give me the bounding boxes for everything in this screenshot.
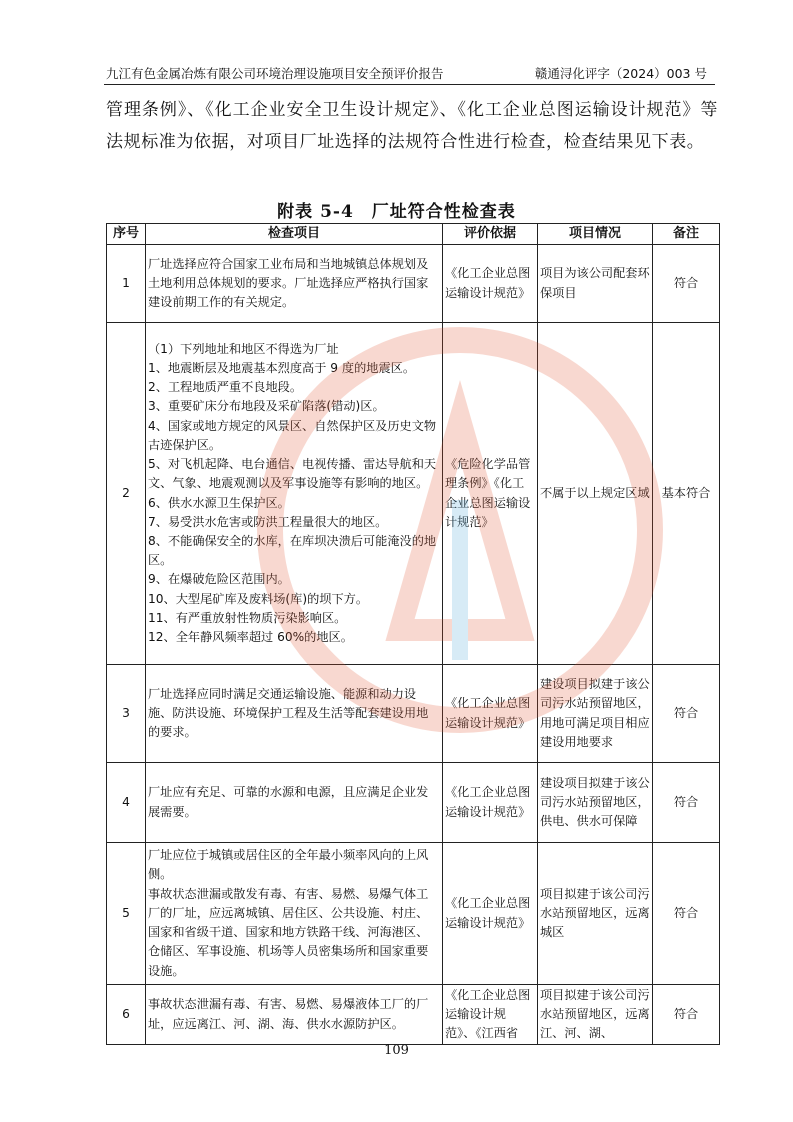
page-number: 109 xyxy=(384,1043,409,1058)
project-status-cell: 建设项目拟建于该公司污水站预留地区，供电、供水可保障 xyxy=(538,763,653,843)
column-header-no: 序号 xyxy=(107,224,146,245)
check-item-text: 10、大型尾矿库及废料场(库)的坝下方。 xyxy=(148,591,369,606)
body-paragraph: 管理条例》、《化工企业安全卫生设计规定》、《化工企业总图运输设计规范》等法规标准为依据，对项目厂址选择的法规符合性进行检查，检查结果见下表。 xyxy=(106,100,718,152)
check-item-text: 4、国家或地方规定的风景区、自然保护区及历史文物古迹保护区。 xyxy=(148,418,437,452)
check-item-text: （1）下列地址和地区不得选为厂址 xyxy=(148,341,339,356)
project-status-cell: 项目拟建于该公司污水站预留地区，远离江、河、湖、 xyxy=(538,985,653,1045)
remark-cell: 符合 xyxy=(653,843,720,985)
table-row xyxy=(107,245,720,323)
evaluation-basis-cell: 《化工企业总图运输设计规范》 xyxy=(443,843,538,985)
remark-cell: 基本符合 xyxy=(653,323,720,665)
check-item-text: 3、重要矿床分布地段及采矿陷落(错动)区。 xyxy=(148,399,385,414)
check-item-text: 7、易受洪水危害或防洪工程量很大的地区。 xyxy=(148,514,388,529)
evaluation-basis-cell: 《化工企业总图运输设计规范》 xyxy=(443,245,538,323)
check-item-text: 厂址应位于城镇或居住区的全年最小频率风向的上风侧。 xyxy=(148,848,429,882)
table-header-row xyxy=(107,224,720,245)
row-number: 5 xyxy=(107,843,146,985)
check-item-text: 6、供水水源卫生保护区。 xyxy=(148,495,290,510)
table-row xyxy=(107,665,720,763)
row-number: 6 xyxy=(107,985,146,1045)
check-item-text: 2、工程地质严重不良地段。 xyxy=(148,380,303,395)
check-item-cell xyxy=(146,665,443,763)
evaluation-basis-cell: 《危险化学品管理条例》《化工企业总图运输设计规范》 xyxy=(443,323,538,665)
column-header-status: 项目情况 xyxy=(538,224,653,245)
project-status-cell: 项目拟建于该公司污水站预留地区，远离城区 xyxy=(538,843,653,985)
header-divider xyxy=(104,84,715,85)
evaluation-basis-cell: 《化工企业总图运输设计规范》、《江西省 xyxy=(443,985,538,1045)
check-item-text: 厂址选择应符合国家工业布局和当地城镇总体规划及土地利用总体规划的要求。厂址选择应严格执行国家建设前期工作的有关规定。 xyxy=(148,256,429,310)
check-item-cell xyxy=(146,323,443,665)
project-status-cell: 建设项目拟建于该公司污水站预留地区，用地可满足项目相应建设用地要求 xyxy=(538,665,653,763)
check-item-cell xyxy=(146,763,443,843)
check-item-text: 5、对飞机起降、电台通信、电视传播、雷达导航和天文、气象、地震观测以及军事设施等有影响的地区。 xyxy=(148,457,437,491)
report-title-header: 九江有色金属冶炼有限公司环境治理设施项目安全预评价报告 xyxy=(106,66,444,81)
table-row xyxy=(107,323,720,665)
check-item-text: 8、不能确保安全的水库，在库坝决溃后可能淹没的地区。 xyxy=(148,533,437,568)
table-row xyxy=(107,843,720,985)
check-item-text: 厂址应有充足、可靠的水源和电源，且应满足企业发展需要。 xyxy=(148,785,429,819)
row-number: 4 xyxy=(107,763,146,843)
row-number: 1 xyxy=(107,245,146,323)
check-item-cell xyxy=(146,245,443,323)
check-item-text: 事故状态泄漏有毒、有害、易燃、易爆液体工厂的厂址，应远离江、河、湖、海、供水水源防护区。 xyxy=(148,997,429,1031)
column-header-basis: 评价依据 xyxy=(443,224,538,245)
check-item-cell xyxy=(146,985,443,1045)
evaluation-basis-cell: 《化工企业总图运输设计规范》 xyxy=(443,763,538,843)
report-number-header: 赣通浔化评字（2024）003 号 xyxy=(534,66,707,81)
check-item-text: 1、地震断层及地震基本烈度高于 9 度的地震区。 xyxy=(148,361,416,376)
project-status-cell: 项目为该公司配套环保项目 xyxy=(538,245,653,323)
table-row xyxy=(107,985,720,1045)
remark-cell: 符合 xyxy=(653,985,720,1045)
row-number: 2 xyxy=(107,323,146,665)
check-item-text: 事故状态泄漏或散发有毒、有害、易燃、易爆气体工厂的厂址，应远离城镇、居住区、公共设施、村庄、国家和省级干道、国家和地方铁路干线、河海港区、仓储区、军事设施、机场等人员密集场所和国家重要设施。 xyxy=(148,886,429,978)
check-item-text: 厂址选择应同时满足交通运输设施、能源和动力设施、防洪设施、环境保护工程及生活等配套建设用地的要求。 xyxy=(148,686,429,740)
check-item-text: 9、在爆破危险区范围内。 xyxy=(148,572,290,587)
table-body xyxy=(107,245,720,1045)
column-header-remark: 备注 xyxy=(653,224,720,245)
site-compliance-table xyxy=(106,223,720,1045)
project-status-cell: 不属于以上规定区域 xyxy=(538,323,653,665)
evaluation-basis-cell: 《化工企业总图运输设计规范》 xyxy=(443,665,538,763)
remark-cell: 符合 xyxy=(653,763,720,843)
check-item-text: 11、有严重放射性物质污染影响区。 xyxy=(148,610,347,625)
table-title: 附表 5-4 厂址符合性检查表 xyxy=(277,202,516,222)
column-header-item: 检查项目 xyxy=(146,224,443,245)
row-number: 3 xyxy=(107,665,146,763)
table-row xyxy=(107,763,720,843)
check-item-cell xyxy=(146,843,443,985)
check-item-text: 12、全年静风频率超过 60%的地区。 xyxy=(148,629,353,644)
remark-cell: 符合 xyxy=(653,245,720,323)
remark-cell: 符合 xyxy=(653,665,720,763)
